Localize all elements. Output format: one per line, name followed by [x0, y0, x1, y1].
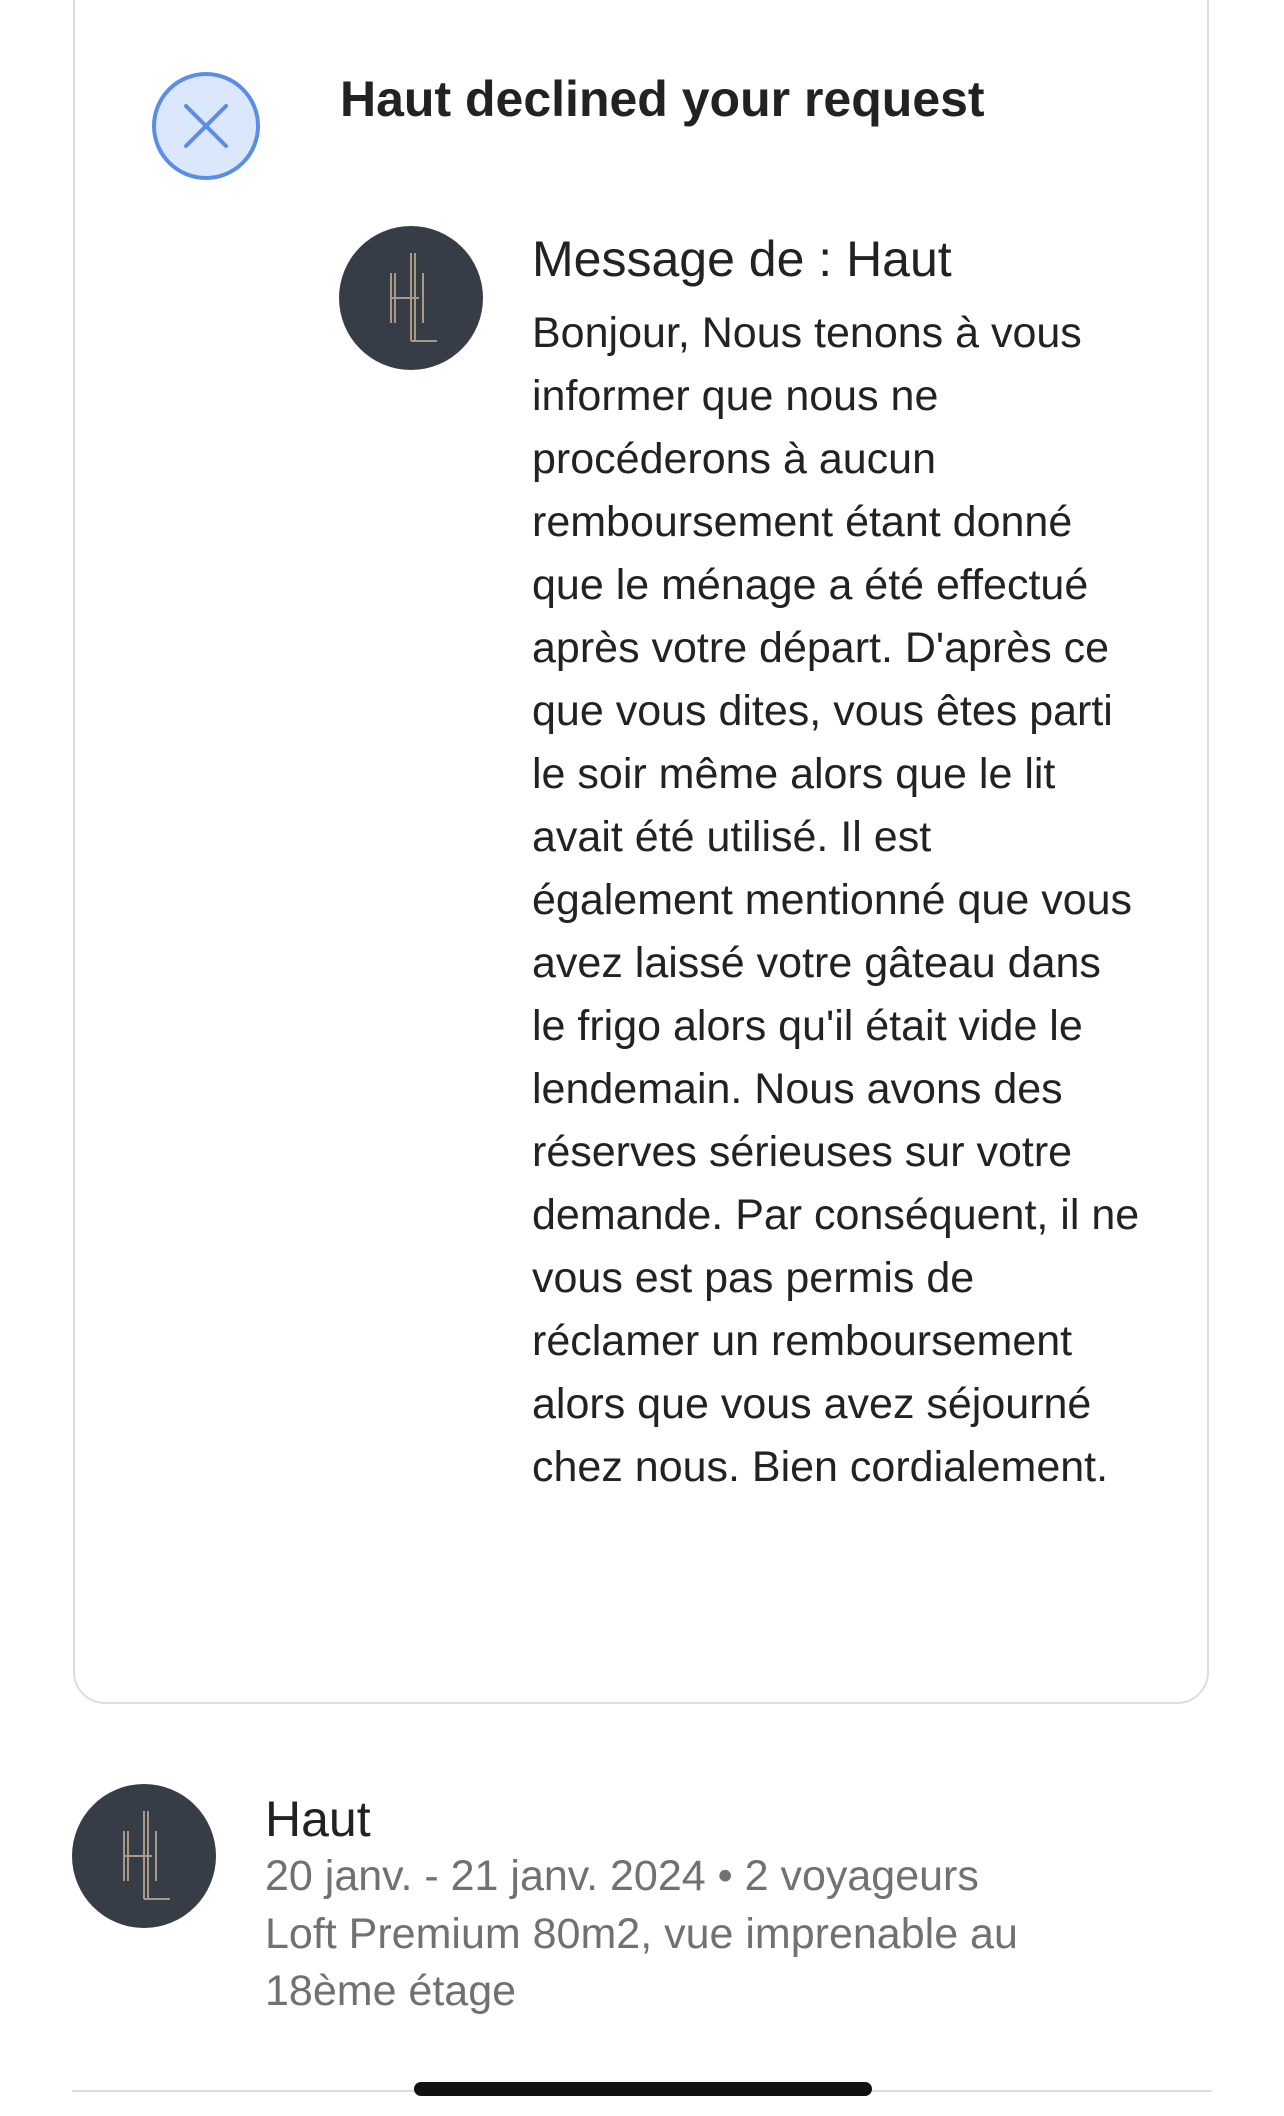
listing-host-name[interactable]: Haut [265, 1791, 371, 1847]
message-body: Bonjour, Nous tenons à vous informer que nous ne procéderons à aucun remboursement étant donné que le ménage a été effectué après votre départ. D'après ce que vous dites, vous êtes parti le soir même alors que le lit avait été utilisé. Il est également mentionné que vous avez laissé votre gâteau dans le frigo alors qu'il était vide le lendemain. Nous avons des réserves sérieuses sur votre demande. Par conséquent, il ne vous est pas permis de réclamer un remboursement alors que vous avez séjourné chez nous. Bien cordialement. [532, 309, 1140, 1491]
hotel-logo-icon [381, 243, 441, 353]
close-icon [178, 98, 234, 154]
home-indicator[interactable] [414, 2082, 872, 2096]
listing-host-avatar[interactable] [72, 1784, 216, 1928]
listing-dates-guests: 20 janv. - 21 janv. 2024 • 2 voyageurs [265, 1852, 979, 1900]
hotel-logo-icon [114, 1801, 174, 1911]
listing-title[interactable]: Loft Premium 80m2, vue imprenable au 18ème étage [265, 1910, 1018, 2015]
status-title: Haut declined your request [340, 71, 985, 127]
message-header: Message de : Haut [532, 231, 952, 287]
declined-status-badge [152, 72, 260, 180]
host-avatar[interactable] [339, 226, 483, 370]
